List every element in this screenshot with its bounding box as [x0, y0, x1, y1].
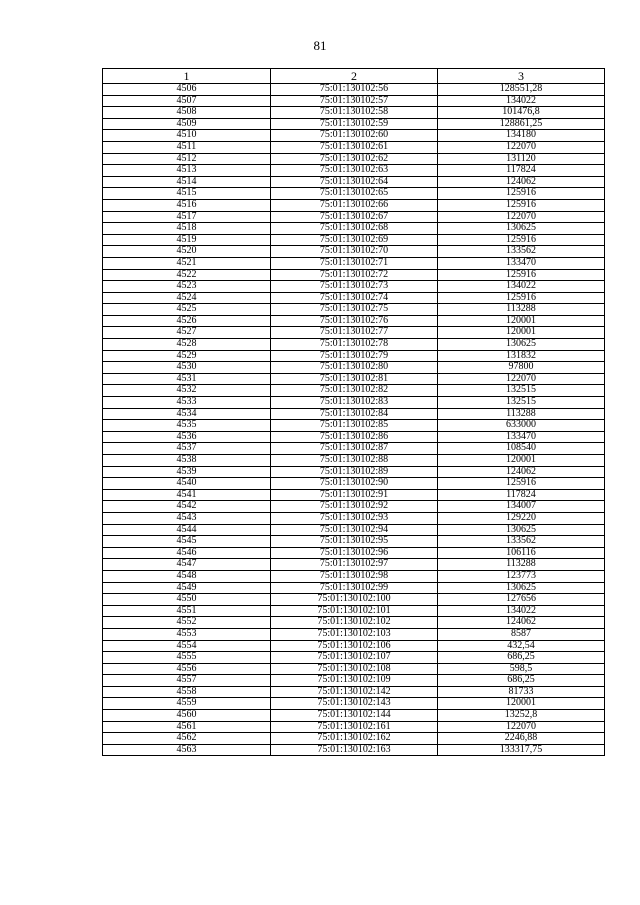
cadastral-number-cell: 75:01:130102:91 [271, 489, 438, 501]
row-number-cell: 4543 [103, 512, 271, 524]
row-number-cell: 4532 [103, 385, 271, 397]
row-number-cell: 4555 [103, 652, 271, 664]
column-header-3: 3 [438, 69, 605, 84]
value-cell: 130625 [438, 524, 605, 536]
cadastral-number-cell: 75:01:130102:86 [271, 431, 438, 443]
table-row [103, 466, 605, 478]
row-number-cell: 4537 [103, 443, 271, 455]
cadastral-number-cell: 75:01:130102:69 [271, 234, 438, 246]
cadastral-number-cell: 75:01:130102:82 [271, 385, 438, 397]
cadastral-number-cell: 75:01:130102:85 [271, 420, 438, 432]
row-number-cell: 4541 [103, 489, 271, 501]
row-number-cell: 4523 [103, 281, 271, 293]
table-row [103, 408, 605, 420]
table-row [103, 501, 605, 513]
value-cell: 686,25 [438, 652, 605, 664]
table-row [103, 385, 605, 397]
cadastral-number-cell: 75:01:130102:59 [271, 118, 438, 130]
table-header [103, 69, 605, 84]
cadastral-number-cell: 75:01:130102:162 [271, 733, 438, 745]
cadastral-number-cell: 75:01:130102:90 [271, 478, 438, 490]
row-number-cell: 4511 [103, 141, 271, 153]
column-header-1: 1 [103, 69, 271, 84]
value-cell: 101476,8 [438, 107, 605, 119]
row-number-cell: 4515 [103, 188, 271, 200]
row-number-cell: 4551 [103, 605, 271, 617]
cadastral-number-cell: 75:01:130102:68 [271, 223, 438, 235]
table-row [103, 281, 605, 293]
value-cell: 113288 [438, 304, 605, 316]
row-number-cell: 4508 [103, 107, 271, 119]
row-number-cell: 4539 [103, 466, 271, 478]
table-row [103, 536, 605, 548]
value-cell: 131832 [438, 350, 605, 362]
table-row [103, 327, 605, 339]
cadastral-number-cell: 75:01:130102:98 [271, 570, 438, 582]
row-number-cell: 4520 [103, 246, 271, 258]
column-header-2: 2 [271, 69, 438, 84]
row-number-cell: 4544 [103, 524, 271, 536]
cadastral-number-cell: 75:01:130102:92 [271, 501, 438, 513]
table-row [103, 617, 605, 629]
row-number-cell: 4533 [103, 397, 271, 409]
row-number-cell: 4524 [103, 292, 271, 304]
value-cell: 130625 [438, 223, 605, 235]
value-cell: 122070 [438, 141, 605, 153]
cadastral-number-cell: 75:01:130102:65 [271, 188, 438, 200]
value-cell: 122070 [438, 211, 605, 223]
cadastral-number-cell: 75:01:130102:74 [271, 292, 438, 304]
table-body [103, 84, 605, 756]
cadastral-number-cell: 75:01:130102:97 [271, 559, 438, 571]
row-number-cell: 4509 [103, 118, 271, 130]
table-row [103, 234, 605, 246]
value-cell: 133470 [438, 431, 605, 443]
value-cell: 125916 [438, 478, 605, 490]
cadastral-number-cell: 75:01:130102:100 [271, 594, 438, 606]
table-row [103, 652, 605, 664]
table-row [103, 710, 605, 722]
data-table [102, 68, 605, 756]
cadastral-number-cell: 75:01:130102:67 [271, 211, 438, 223]
table-row [103, 304, 605, 316]
table-row [103, 559, 605, 571]
table-row [103, 698, 605, 710]
table-row [103, 524, 605, 536]
table-row [103, 640, 605, 652]
table-row [103, 420, 605, 432]
value-cell: 120001 [438, 327, 605, 339]
row-number-cell: 4530 [103, 362, 271, 374]
value-cell: 120001 [438, 698, 605, 710]
cadastral-number-cell: 75:01:130102:81 [271, 373, 438, 385]
cadastral-number-cell: 75:01:130102:102 [271, 617, 438, 629]
table-row [103, 141, 605, 153]
table-row [103, 153, 605, 165]
cadastral-number-cell: 75:01:130102:80 [271, 362, 438, 374]
value-cell: 134022 [438, 281, 605, 293]
table-row [103, 362, 605, 374]
cadastral-number-cell: 75:01:130102:84 [271, 408, 438, 420]
value-cell: 125916 [438, 269, 605, 281]
table-row [103, 188, 605, 200]
table-row [103, 199, 605, 211]
row-number-cell: 4518 [103, 223, 271, 235]
row-number-cell: 4536 [103, 431, 271, 443]
value-cell: 134022 [438, 605, 605, 617]
table-row [103, 339, 605, 351]
table-row [103, 95, 605, 107]
page-number: 81 [313, 38, 327, 53]
row-number-cell: 4513 [103, 165, 271, 177]
cadastral-number-cell: 75:01:130102:163 [271, 744, 438, 756]
cadastral-number-cell: 75:01:130102:62 [271, 153, 438, 165]
table-row [103, 512, 605, 524]
cadastral-number-cell: 75:01:130102:57 [271, 95, 438, 107]
table-row [103, 176, 605, 188]
value-cell: 108540 [438, 443, 605, 455]
cadastral-number-cell: 75:01:130102:89 [271, 466, 438, 478]
cadastral-number-cell: 75:01:130102:64 [271, 176, 438, 188]
row-number-cell: 4554 [103, 640, 271, 652]
row-number-cell: 4512 [103, 153, 271, 165]
value-cell: 125916 [438, 199, 605, 211]
table-row [103, 373, 605, 385]
row-number-cell: 4562 [103, 733, 271, 745]
row-number-cell: 4525 [103, 304, 271, 316]
cadastral-number-cell: 75:01:130102:87 [271, 443, 438, 455]
value-cell: 130625 [438, 339, 605, 351]
value-cell: 133562 [438, 536, 605, 548]
table-row [103, 84, 605, 96]
table-row [103, 246, 605, 258]
cadastral-number-cell: 75:01:130102:99 [271, 582, 438, 594]
header-row [103, 69, 605, 84]
value-cell: 633000 [438, 420, 605, 432]
value-cell: 125916 [438, 188, 605, 200]
cadastral-number-cell: 75:01:130102:66 [271, 199, 438, 211]
table-row [103, 211, 605, 223]
row-number-cell: 4526 [103, 315, 271, 327]
table-row [103, 443, 605, 455]
value-cell: 134007 [438, 501, 605, 513]
row-number-cell: 4552 [103, 617, 271, 629]
cadastral-number-cell: 75:01:130102:58 [271, 107, 438, 119]
table-row [103, 165, 605, 177]
value-cell: 132515 [438, 385, 605, 397]
table-row [103, 269, 605, 281]
cadastral-number-cell: 75:01:130102:60 [271, 130, 438, 142]
value-cell: 106116 [438, 547, 605, 559]
table-row [103, 594, 605, 606]
row-number-cell: 4506 [103, 84, 271, 96]
row-number-cell: 4538 [103, 455, 271, 467]
table-row [103, 570, 605, 582]
table-row [103, 547, 605, 559]
cadastral-number-cell: 75:01:130102:101 [271, 605, 438, 617]
cadastral-number-cell: 75:01:130102:70 [271, 246, 438, 258]
cadastral-number-cell: 75:01:130102:73 [271, 281, 438, 293]
value-cell: 128861,25 [438, 118, 605, 130]
value-cell: 113288 [438, 408, 605, 420]
row-number-cell: 4507 [103, 95, 271, 107]
cadastral-number-cell: 75:01:130102:109 [271, 675, 438, 687]
cadastral-number-cell: 75:01:130102:143 [271, 698, 438, 710]
row-number-cell: 4514 [103, 176, 271, 188]
row-number-cell: 4528 [103, 339, 271, 351]
row-number-cell: 4527 [103, 327, 271, 339]
cadastral-number-cell: 75:01:130102:108 [271, 663, 438, 675]
table-row [103, 350, 605, 362]
table-row [103, 107, 605, 119]
table-row [103, 478, 605, 490]
value-cell: 97800 [438, 362, 605, 374]
table-row [103, 686, 605, 698]
row-number-cell: 4547 [103, 559, 271, 571]
table-row [103, 130, 605, 142]
row-number-cell: 4558 [103, 686, 271, 698]
row-number-cell: 4556 [103, 663, 271, 675]
cadastral-number-cell: 75:01:130102:161 [271, 721, 438, 733]
value-cell: 133317,75 [438, 744, 605, 756]
value-cell: 132515 [438, 397, 605, 409]
row-number-cell: 4516 [103, 199, 271, 211]
cadastral-number-cell: 75:01:130102:94 [271, 524, 438, 536]
cadastral-number-cell: 75:01:130102:93 [271, 512, 438, 524]
value-cell: 124062 [438, 466, 605, 478]
row-number-cell: 4542 [103, 501, 271, 513]
value-cell: 129220 [438, 512, 605, 524]
value-cell: 134180 [438, 130, 605, 142]
row-number-cell: 4549 [103, 582, 271, 594]
row-number-cell: 4534 [103, 408, 271, 420]
value-cell: 2246,88 [438, 733, 605, 745]
cadastral-number-cell: 75:01:130102:76 [271, 315, 438, 327]
table-row [103, 721, 605, 733]
value-cell: 117824 [438, 489, 605, 501]
cadastral-number-cell: 75:01:130102:88 [271, 455, 438, 467]
table-row [103, 489, 605, 501]
cadastral-number-cell: 75:01:130102:63 [271, 165, 438, 177]
row-number-cell: 4557 [103, 675, 271, 687]
table-row [103, 744, 605, 756]
value-cell: 120001 [438, 455, 605, 467]
value-cell: 117824 [438, 165, 605, 177]
row-number-cell: 4545 [103, 536, 271, 548]
value-cell: 8587 [438, 628, 605, 640]
cadastral-number-cell: 75:01:130102:61 [271, 141, 438, 153]
row-number-cell: 4535 [103, 420, 271, 432]
row-number-cell: 4540 [103, 478, 271, 490]
value-cell: 598,5 [438, 663, 605, 675]
value-cell: 120001 [438, 315, 605, 327]
cadastral-number-cell: 75:01:130102:107 [271, 652, 438, 664]
table-row [103, 315, 605, 327]
table-row [103, 675, 605, 687]
table-row [103, 733, 605, 745]
value-cell: 131120 [438, 153, 605, 165]
cadastral-number-cell: 75:01:130102:78 [271, 339, 438, 351]
table-row [103, 292, 605, 304]
row-number-cell: 4550 [103, 594, 271, 606]
table-row [103, 605, 605, 617]
cadastral-number-cell: 75:01:130102:56 [271, 84, 438, 96]
value-cell: 113288 [438, 559, 605, 571]
row-number-cell: 4519 [103, 234, 271, 246]
cadastral-number-cell: 75:01:130102:144 [271, 710, 438, 722]
value-cell: 122070 [438, 373, 605, 385]
row-number-cell: 4522 [103, 269, 271, 281]
table-row [103, 397, 605, 409]
row-number-cell: 4521 [103, 257, 271, 269]
table-row [103, 628, 605, 640]
table-row [103, 431, 605, 443]
row-number-cell: 4546 [103, 547, 271, 559]
value-cell: 13252,8 [438, 710, 605, 722]
row-number-cell: 4560 [103, 710, 271, 722]
value-cell: 133562 [438, 246, 605, 258]
row-number-cell: 4563 [103, 744, 271, 756]
row-number-cell: 4517 [103, 211, 271, 223]
cadastral-number-cell: 75:01:130102:142 [271, 686, 438, 698]
value-cell: 432,54 [438, 640, 605, 652]
row-number-cell: 4553 [103, 628, 271, 640]
row-number-cell: 4559 [103, 698, 271, 710]
cadastral-number-cell: 75:01:130102:83 [271, 397, 438, 409]
row-number-cell: 4529 [103, 350, 271, 362]
value-cell: 123773 [438, 570, 605, 582]
cadastral-number-cell: 75:01:130102:79 [271, 350, 438, 362]
cadastral-number-cell: 75:01:130102:106 [271, 640, 438, 652]
value-cell: 134022 [438, 95, 605, 107]
table-row [103, 223, 605, 235]
table-row [103, 663, 605, 675]
row-number-cell: 4548 [103, 570, 271, 582]
table-row [103, 582, 605, 594]
cadastral-number-cell: 75:01:130102:72 [271, 269, 438, 281]
table-row [103, 455, 605, 467]
value-cell: 130625 [438, 582, 605, 594]
value-cell: 128551,28 [438, 84, 605, 96]
value-cell: 686,25 [438, 675, 605, 687]
row-number-cell: 4561 [103, 721, 271, 733]
value-cell: 125916 [438, 234, 605, 246]
cadastral-number-cell: 75:01:130102:75 [271, 304, 438, 316]
row-number-cell: 4531 [103, 373, 271, 385]
value-cell: 127656 [438, 594, 605, 606]
value-cell: 122070 [438, 721, 605, 733]
cadastral-number-cell: 75:01:130102:77 [271, 327, 438, 339]
table-row [103, 257, 605, 269]
value-cell: 125916 [438, 292, 605, 304]
cadastral-number-cell: 75:01:130102:95 [271, 536, 438, 548]
cadastral-number-cell: 75:01:130102:103 [271, 628, 438, 640]
value-cell: 124062 [438, 176, 605, 188]
cadastral-number-cell: 75:01:130102:71 [271, 257, 438, 269]
value-cell: 124062 [438, 617, 605, 629]
value-cell: 133470 [438, 257, 605, 269]
value-cell: 81733 [438, 686, 605, 698]
table-row [103, 118, 605, 130]
cadastral-number-cell: 75:01:130102:96 [271, 547, 438, 559]
row-number-cell: 4510 [103, 130, 271, 142]
